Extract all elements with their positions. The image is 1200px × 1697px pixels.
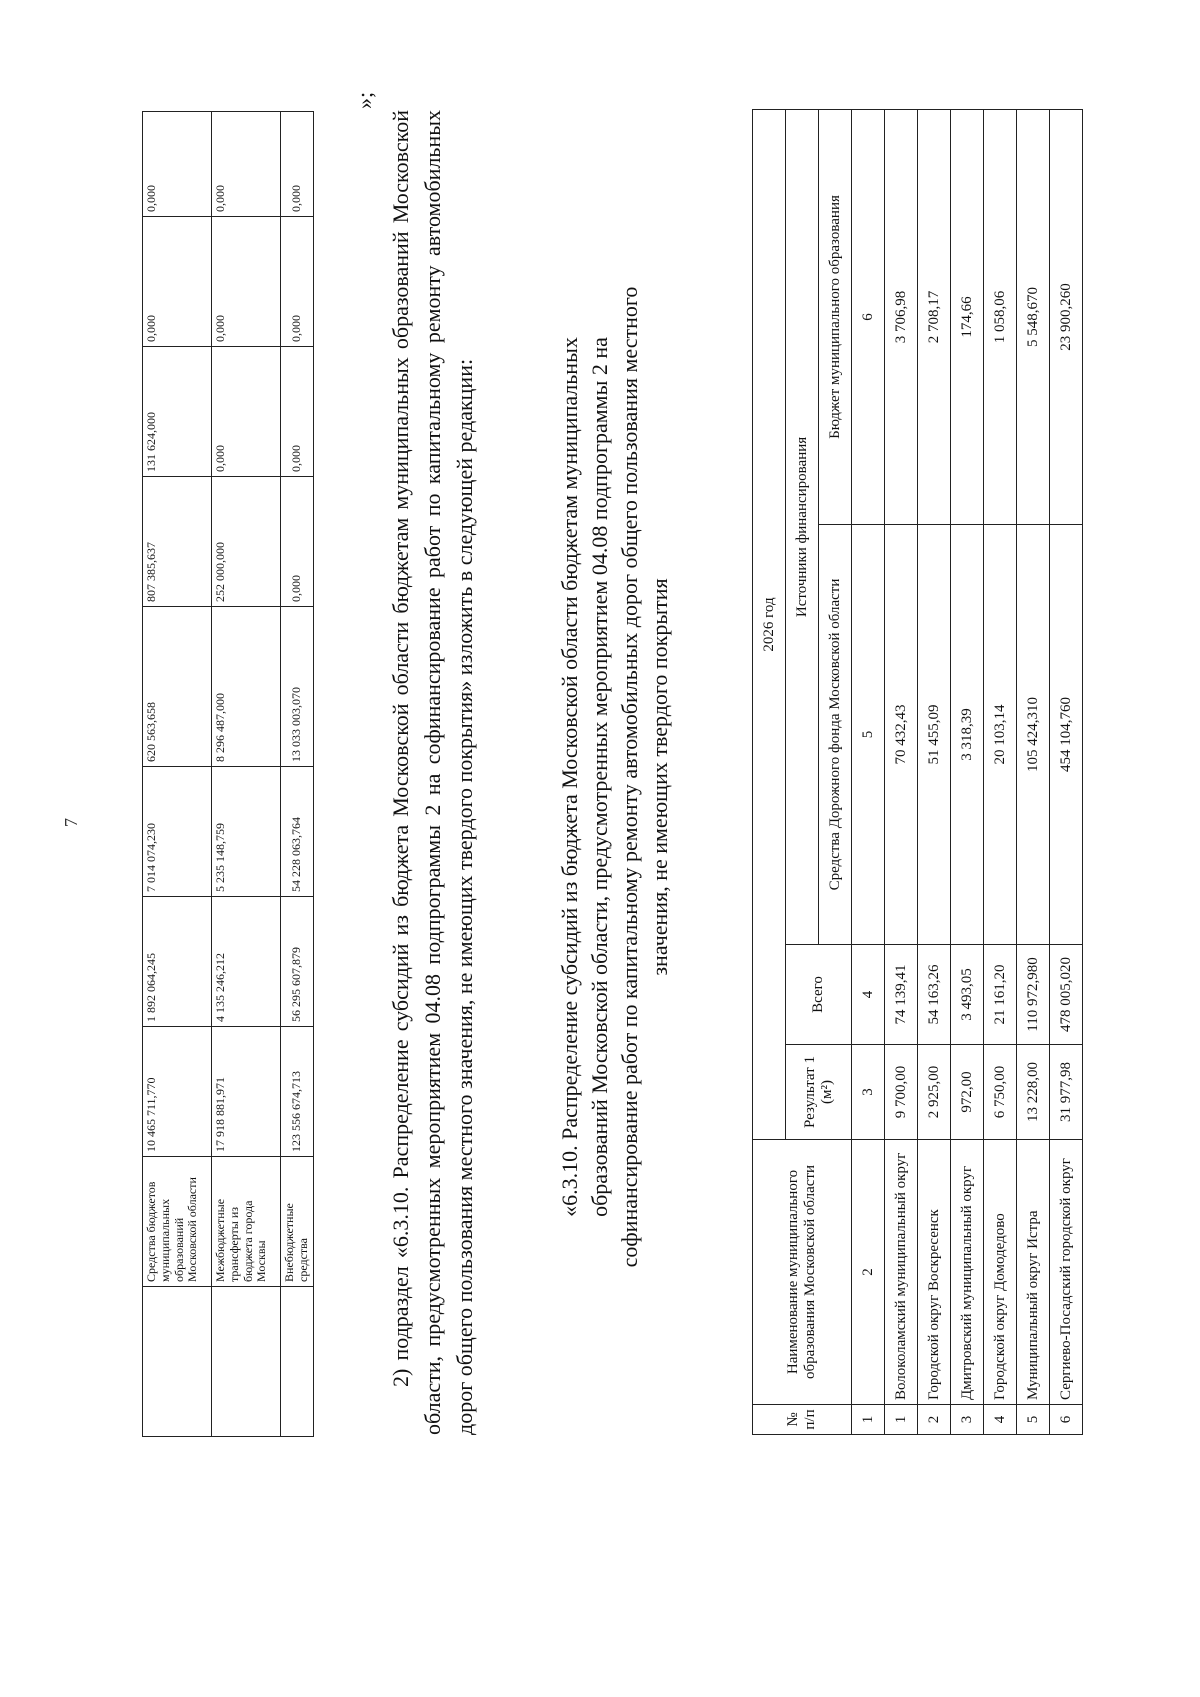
top-table-cell: 0,000 — [212, 217, 281, 347]
top-table-cell: 252 000,000 — [212, 477, 281, 607]
top-table-cell: 0,000 — [281, 112, 314, 217]
top-table-cell: 17 918 881,971 — [212, 1027, 281, 1157]
road-fund-value: 51 455,09 — [918, 525, 951, 945]
total-value: 478 005,020 — [1050, 945, 1083, 1045]
road-fund-value: 105 424,310 — [1017, 525, 1050, 945]
top-table-cell: 56 295 607,879 — [281, 897, 314, 1027]
column-number: 3 — [852, 1045, 885, 1140]
municipality-name: Городской округ Воскресенск — [918, 1140, 951, 1405]
header-road-fund: Средства Дорожного фонда Московской области — [819, 525, 852, 945]
result-value: 972,00 — [951, 1045, 984, 1140]
mun-budget-value: 23 900,260 — [1050, 109, 1083, 524]
municipality-name: Дмитровский муниципальный округ — [951, 1140, 984, 1405]
header-row — [753, 109, 786, 1434]
road-fund-value: 70 432,43 — [885, 525, 918, 945]
total-value: 54 163,26 — [918, 945, 951, 1045]
result-value: 6 750,00 — [984, 1045, 1017, 1140]
column-number: 5 — [852, 525, 885, 945]
top-table-cell: 131 624,000 — [143, 347, 212, 477]
table-row — [951, 109, 984, 1434]
result-value: 9 700,00 — [885, 1045, 918, 1140]
top-table-cell: 5 235 148,759 — [212, 767, 281, 897]
row-number: 3 — [951, 1405, 984, 1435]
road-fund-value: 3 318,39 — [951, 525, 984, 945]
row-number: 2 — [918, 1405, 951, 1435]
top-table-row — [212, 112, 281, 1437]
top-table-cell: 54 228 063,764 — [281, 767, 314, 897]
top-table-cell: 123 556 674,713 — [281, 1027, 314, 1157]
table-row — [984, 109, 1017, 1434]
header-year: 2026 год — [753, 109, 786, 1139]
result-value: 2 925,00 — [918, 1045, 951, 1140]
row-number: 6 — [1050, 1405, 1083, 1435]
top-table-cell: 7 014 074,230 — [143, 767, 212, 897]
page-number: 7 — [61, 818, 81, 827]
total-value: 110 972,980 — [1017, 945, 1050, 1045]
mun-budget-value: 3 706,98 — [885, 109, 918, 524]
amendment-paragraph — [385, 110, 481, 1435]
column-number: 1 — [852, 1405, 885, 1435]
municipality-name: Сергиево-Посадский городской округ — [1050, 1140, 1083, 1405]
result-value: 13 228,00 — [1017, 1045, 1050, 1140]
top-table-cell: 0,000 — [143, 217, 212, 347]
header-sources: Источники финансирования — [786, 109, 819, 944]
mun-budget-value: 174,66 — [951, 109, 984, 524]
mun-budget-value: 1 058,06 — [984, 109, 1017, 524]
top-table-cell: 0,000 — [281, 477, 314, 607]
column-number-row — [852, 109, 885, 1434]
mun-budget-value: 2 708,17 — [918, 109, 951, 524]
top-table-row — [281, 112, 314, 1437]
table-row — [1050, 109, 1083, 1434]
top-table-blank-cell — [212, 1287, 281, 1437]
header-num: № п/п — [753, 1405, 852, 1435]
total-value: 74 139,41 — [885, 945, 918, 1045]
top-table-cell: 0,000 — [143, 112, 212, 217]
total-value: 3 493,05 — [951, 945, 984, 1045]
top-table-cell: 0,000 — [212, 347, 281, 477]
municipality-name: Городской округ Домодедово — [984, 1140, 1017, 1405]
row-number: 1 — [885, 1405, 918, 1435]
row-number: 4 — [984, 1405, 1017, 1435]
column-number: 6 — [852, 109, 885, 524]
section-title: «6.3.10. Распределение субсидий из бюджета Московской области бюджетам муниципальных образований Московской области, предусмотренных мероприятием 04.08 подпрограммы 2 на софинансирование работ по капитальному ремонту автомобильных дорог общего пользования местного значения, не имеющих твердого покрытия — [557, 286, 672, 1268]
top-table-cell: 0,000 — [281, 347, 314, 477]
municipality-name: Волоколамский муниципальный округ — [885, 1140, 918, 1405]
top-table-row-label: Внебюджетные средства — [281, 1157, 314, 1287]
result-value: 31 977,98 — [1050, 1045, 1083, 1140]
top-table-cell: 4 135 246,212 — [212, 897, 281, 1027]
total-value: 21 161,20 — [984, 945, 1017, 1045]
top-table-cell: 807 385,637 — [143, 477, 212, 607]
top-table — [142, 111, 314, 1437]
top-table-blank-cell — [143, 1287, 212, 1437]
table-row — [918, 109, 951, 1434]
top-table-cell: 10 465 711,770 — [143, 1027, 212, 1157]
top-table-cell: 0,000 — [212, 112, 281, 217]
column-number: 4 — [852, 945, 885, 1045]
top-table-cell: 8 296 487,000 — [212, 607, 281, 767]
top-table-row-label: Средства бюджетов муниципальных образований Московской области — [143, 1157, 212, 1287]
top-table-cell: 1 892 064,245 — [143, 897, 212, 1027]
top-table-blank-cell — [281, 1287, 314, 1437]
top-table-row — [143, 112, 212, 1437]
row-number: 5 — [1017, 1405, 1050, 1435]
table-row — [885, 109, 918, 1434]
header-name: Наименование муниципального образования Московской области — [753, 1140, 852, 1405]
municipality-name: Муниципальный округ Истра — [1017, 1140, 1050, 1405]
road-fund-value: 20 103,14 — [984, 525, 1017, 945]
top-table-cell: 13 033 003,070 — [281, 607, 314, 767]
closing-quote: »; — [352, 91, 377, 109]
top-table-cell: 620 563,658 — [143, 607, 212, 767]
header-result: Результат 1 (м²) — [786, 1045, 852, 1140]
amendment-text: 2) подраздел «6.3.10. Распределение субсидий из бюджета Московской области бюджетам муниципальных образований Московской области, предусмотренных мероприятием 04.08 подпрограммы 2 на софинансирование работ по капитальному ремонту автомобильных дорог общего пользования местного значения, не имеющих твердого покрытия» изложить в следующей редакции: — [388, 110, 477, 1435]
column-number: 2 — [852, 1140, 885, 1405]
subsidy-table — [752, 109, 1083, 1435]
top-table-cell: 0,000 — [281, 217, 314, 347]
top-table-row-label: Межбюджетные трансферты из бюджета города Москвы — [212, 1157, 281, 1287]
header-mun-budget: Бюджет муниципального образования — [819, 109, 852, 524]
table-row — [1017, 109, 1050, 1434]
road-fund-value: 454 104,760 — [1050, 525, 1083, 945]
mun-budget-value: 5 548,670 — [1017, 109, 1050, 524]
header-total: Всего — [786, 945, 852, 1045]
